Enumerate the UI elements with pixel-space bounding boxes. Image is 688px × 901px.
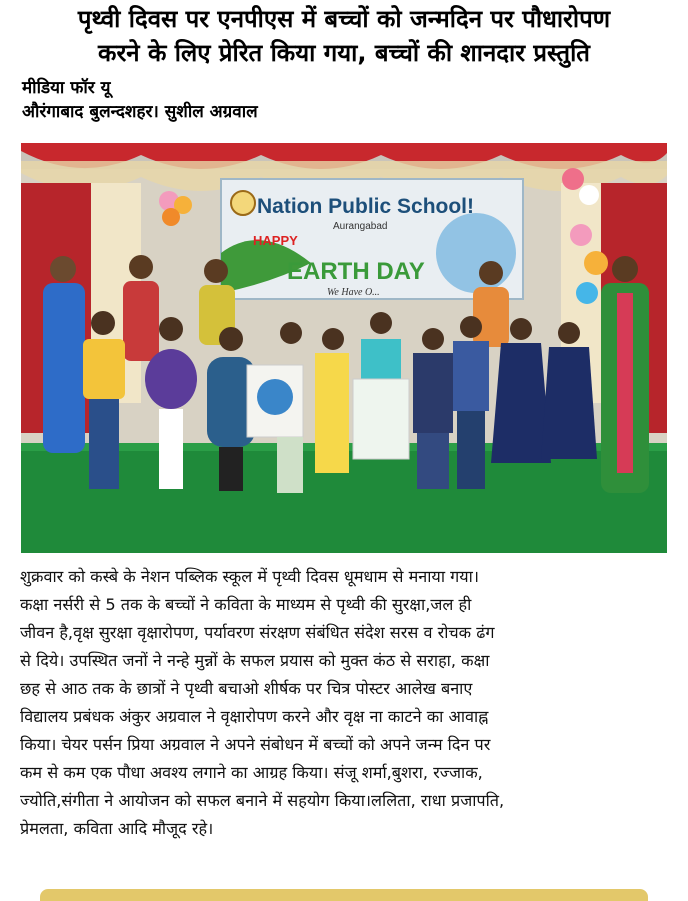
article-line: से दिये। उपस्थित जनों ने नन्हे मुन्नों के सफल प्रयास को मुक्त कंठ से सराहा, कक्षा	[20, 651, 490, 670]
article-line: छह से आठ तक के छात्रों ने पृथ्वी बचाओ शीर्षक पर चित्र पोस्टर आलेख बनाए	[20, 679, 473, 698]
headline	[0, 2, 688, 70]
article-line: प्रेमलता, कविता आदि मौजूद रहे।	[20, 819, 214, 838]
footer-decorative-bar	[40, 889, 648, 901]
article-line: कम से कम एक पौधा अवश्य लगाने का आग्रह किया। संजू शर्मा,बुशरा, रज्जाक,	[20, 763, 483, 782]
article-line: किया। चेयर पर्सन प्रिया अग्रवाल ने अपने संबोधन में बच्चों को अपने जन्म दिन पर	[20, 735, 491, 754]
banner-happy: HAPPY	[253, 233, 298, 248]
banner-school: Nation Public School!	[257, 195, 475, 218]
banner-event: EARTH DAY	[287, 258, 425, 285]
article-line: जीवन है,वृक्ष सुरक्षा वृक्षारोपण, पर्यावरण संरक्षण संबंधित संदेश सरस व रोचक ढंग	[20, 623, 495, 642]
headline-line-1: पृथ्वी दिवस पर एनपीएस में बच्चों को जन्मदिन पर पौधारोपण	[77, 5, 611, 33]
article-line: शुक्रवार को कस्बे के नेशन पब्लिक स्कूल में पृथ्वी दिवस धूमधाम से मनाया गया।	[20, 567, 479, 586]
banner-city: Aurangabad	[333, 221, 388, 232]
byline	[22, 76, 258, 124]
event-photo-illustration	[21, 143, 667, 553]
banner-tagline: We Have O...	[327, 287, 380, 298]
event-photo	[21, 143, 667, 553]
article-line: ज्योति,संगीता ने आयोजन को सफल बनाने में सहयोग किया।ललिता, राधा प्रजापति,	[20, 791, 505, 810]
article-line: कक्षा नर्सरी से 5 तक के बच्चों ने कविता के माध्यम से पृथ्वी की सुरक्षा,जल ही	[20, 595, 472, 614]
byline-source: मीडिया फॉर यू	[22, 78, 111, 98]
article-line: विद्यालय प्रबंधक अंकुर अग्रवाल ने वृक्षारोपण करने और वृक्ष ना काटने का आवाह्न	[20, 707, 489, 726]
article-body	[20, 563, 668, 843]
byline-dateline: औरंगाबाद बुलन्दशहर। सुशील अग्रवाल	[22, 102, 258, 122]
headline-line-2: करने के लिए प्रेरित किया गया, बच्चों की शानदार प्रस्तुति	[98, 39, 590, 67]
